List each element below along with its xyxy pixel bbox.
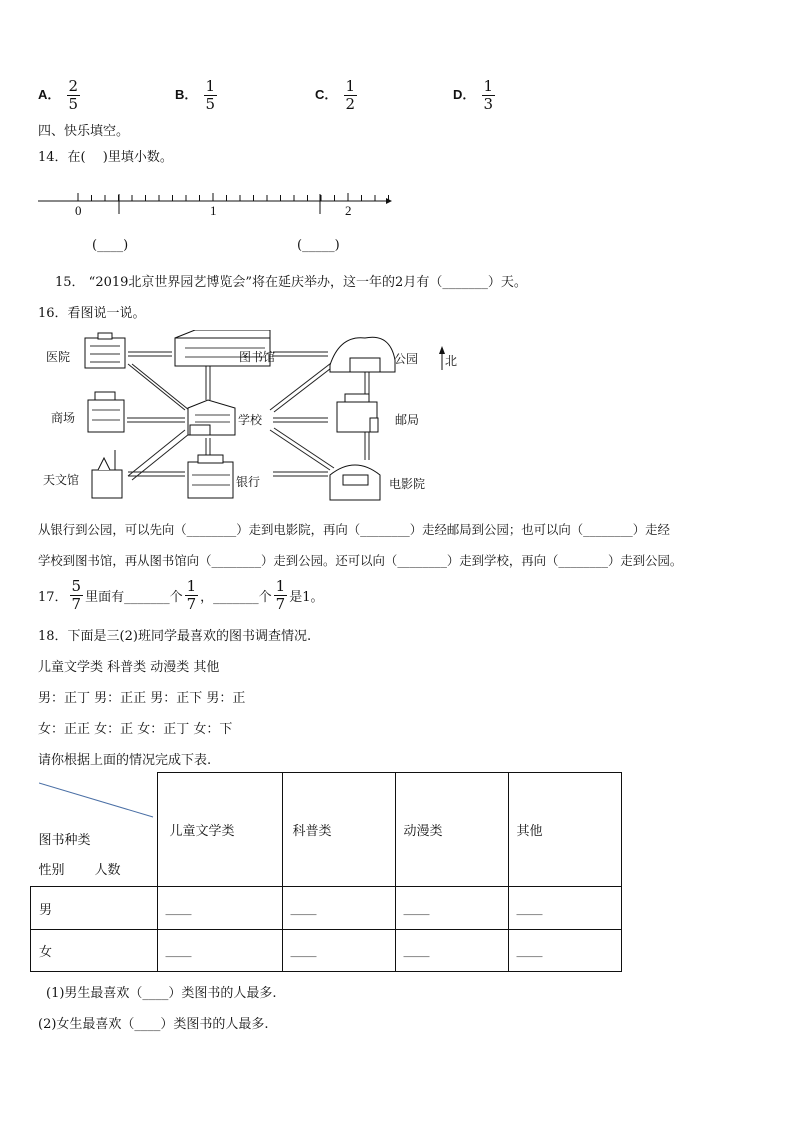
tick-label-2: 2 <box>345 203 352 218</box>
corner-bottom-right-label: 人数 <box>94 862 121 878</box>
option-d <box>453 78 497 113</box>
option-b <box>175 78 219 113</box>
row-label-boys: 男 <box>31 887 158 930</box>
option-c-letter: C． <box>315 87 338 102</box>
q16-title: 16．看图说一说。 <box>38 306 146 321</box>
label-hospital: 医院 <box>46 350 71 364</box>
table-corner-cell <box>31 773 158 887</box>
q17-fraction-b: $\frac{1}{7}$ <box>186 577 197 613</box>
q15-text: 15． “2019北京世界园艺博览会”将在延庆举办，这一年的2月有（_______）天。 <box>55 275 527 290</box>
q18-sub-2: (2)女生最喜欢（____）类图书的人最多. <box>38 1017 269 1032</box>
q18-instruction: 请你根据上面的情况完成下表. <box>38 753 212 768</box>
q18-sub-1: (1)男生最喜欢（____）类图书的人最多. <box>46 986 277 1001</box>
q18-title: 18．下面是三(2)班同学最喜欢的图书调查情况. <box>38 629 312 644</box>
post-office-building <box>337 394 378 432</box>
header-children-lit: 儿童文学类 <box>157 773 282 887</box>
corner-top-label: 图书种类 <box>38 832 91 848</box>
header-comic: 动漫类 <box>395 773 508 887</box>
label-library: 图书馆 <box>239 350 276 364</box>
option-a-letter: A． <box>38 87 61 102</box>
cinema-building <box>330 465 380 500</box>
school-building <box>188 400 235 435</box>
q18-boys-tally: 男：正丁 男：正正 男：正下 男：正 <box>38 691 246 706</box>
hospital-building <box>85 333 125 368</box>
table-cell[interactable]: ____ <box>157 930 282 972</box>
mall-building <box>88 392 124 432</box>
q17-prefix: 17． <box>38 590 68 605</box>
table-cell[interactable]: ____ <box>395 887 508 930</box>
q14-answer-2[interactable]: (_____) <box>297 238 340 253</box>
label-north: 北 <box>445 354 458 368</box>
label-bank: 银行 <box>236 475 261 489</box>
section-title: 四、快乐填空。 <box>38 124 130 139</box>
tick-label-0: 0 <box>75 203 82 218</box>
corner-bottom-left-label: 性别 <box>38 862 65 878</box>
option-b-letter: B． <box>175 87 198 102</box>
table-cell[interactable]: ____ <box>157 887 282 930</box>
tick-label-1: 1 <box>210 203 217 218</box>
q14-text: 14．在( )里填小数。 <box>38 150 173 165</box>
option-b-fraction: $\frac{1}{5}$ <box>205 77 216 113</box>
label-school: 学校 <box>238 413 263 427</box>
label-post-office: 邮局 <box>395 413 420 427</box>
option-a <box>38 78 82 113</box>
survey-table <box>30 772 622 972</box>
q17-mid-1: 里面有_______个 <box>85 590 183 605</box>
q16-line-2: 学校到图书馆，再从图书馆向（________）走到公园。还可以向（________）走到学校，再向（________）走到公园。 <box>38 553 683 568</box>
label-planetarium: 天文馆 <box>43 473 80 487</box>
label-cinema: 电影院 <box>389 477 426 491</box>
q18-girls-tally: 女：正正 女：正 女：正丁 女：下 <box>38 722 233 737</box>
park-building <box>330 337 395 372</box>
header-science: 科普类 <box>282 773 395 887</box>
table-cell[interactable]: ____ <box>282 930 395 972</box>
label-park: 公园 <box>394 352 419 366</box>
option-d-letter: D． <box>453 87 476 102</box>
table-cell[interactable]: ____ <box>395 930 508 972</box>
q17-suffix: 是1。 <box>289 590 324 605</box>
table-cell[interactable]: ____ <box>508 930 621 972</box>
option-d-fraction: $\frac{1}{3}$ <box>483 77 494 113</box>
option-c <box>315 78 359 113</box>
bank-building <box>188 455 233 498</box>
option-a-fraction: $\frac{2}{5}$ <box>68 77 79 113</box>
diagonal-line <box>39 779 155 819</box>
q18-categories: 儿童文学类 科普类 动漫类 其他 <box>38 660 220 675</box>
q17-fraction-a: $\frac{5}{7}$ <box>71 577 82 613</box>
option-c-fraction: $\frac{1}{2}$ <box>345 77 356 113</box>
row-label-girls: 女 <box>31 930 158 972</box>
planetarium-building <box>92 450 122 498</box>
q17 <box>38 578 324 613</box>
q17-fraction-c: $\frac{1}{7}$ <box>275 577 286 613</box>
table-cell[interactable]: ____ <box>282 887 395 930</box>
q17-mid-2: ，_______个 <box>200 590 272 605</box>
table-cell[interactable]: ____ <box>508 887 621 930</box>
label-mall: 商场 <box>51 411 76 425</box>
header-other: 其他 <box>508 773 621 887</box>
table-row <box>31 887 622 930</box>
q16-line-1: 从银行到公园，可以先向（________）走到电影院，再向（________）走经邮局到公园；也可以向（________）走经 <box>38 522 670 537</box>
q14-answer-1[interactable]: (____) <box>92 238 129 253</box>
table-row <box>31 930 622 972</box>
